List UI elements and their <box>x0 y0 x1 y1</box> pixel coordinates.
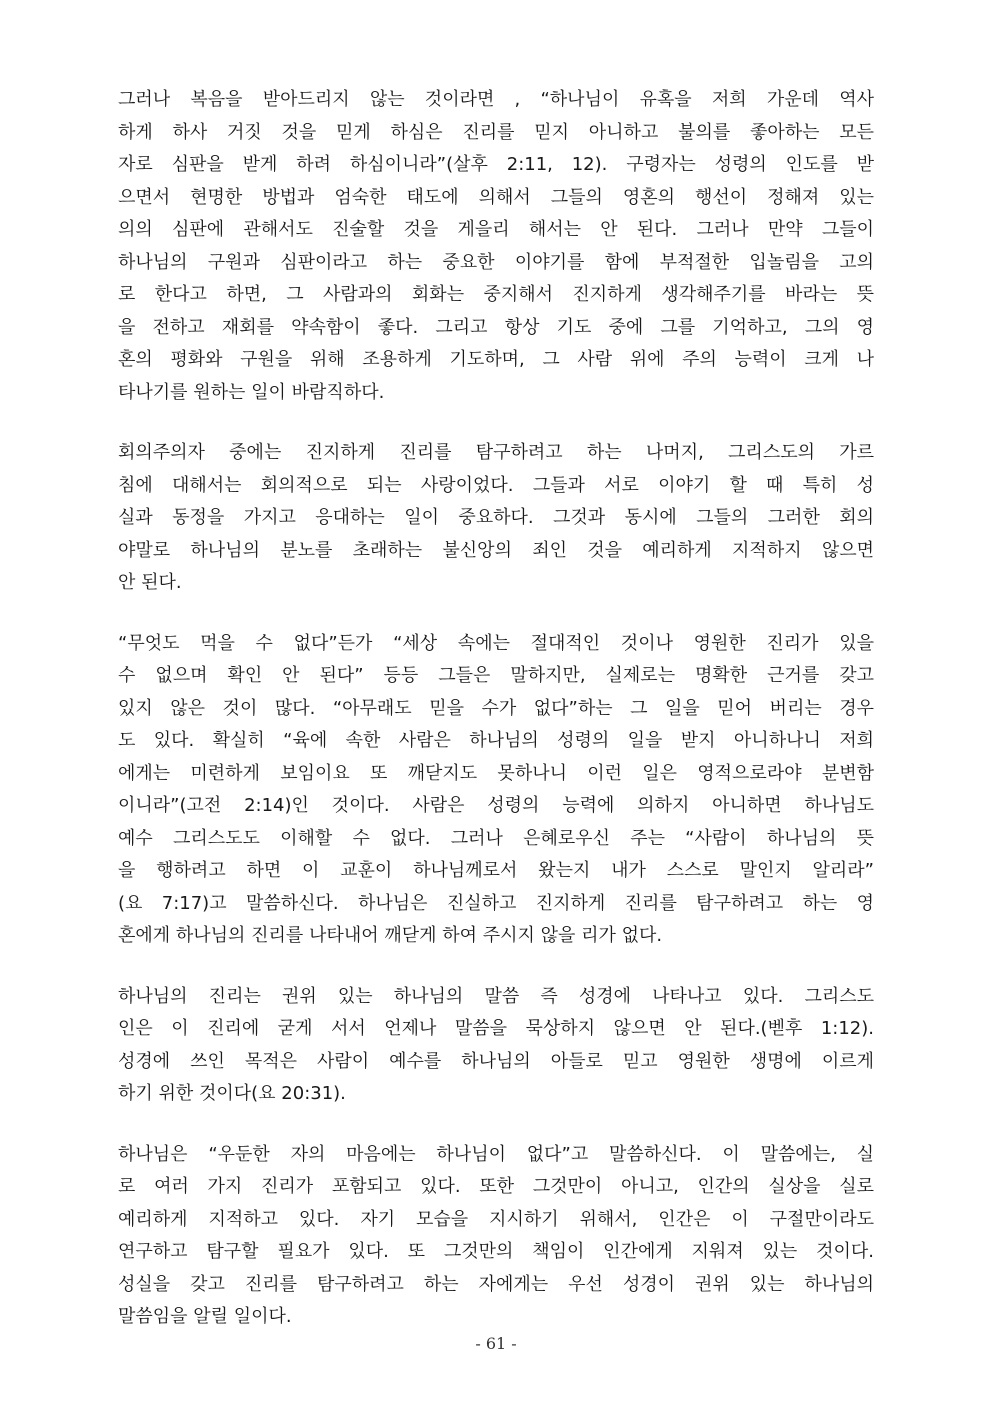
text-line: 하기 위한 것이다(요 20:31). <box>118 1083 346 1104</box>
text-line: 있지 않은 것이 많다. “아무래도 믿을 수가 없다”하는 그 일을 믿어 버리는 경우 <box>118 697 874 719</box>
body-text <box>118 84 874 1362</box>
text-line: 타나기를 원하는 일이 바람직하다. <box>118 381 385 403</box>
text-line: 으면서 현명한 방법과 엄숙한 태도에 의해서 그들의 영혼의 행선이 정해져 있는 <box>118 186 874 208</box>
text-line: 야말로 하나님의 분노를 초래하는 불신앙의 죄인 것을 예리하게 지적하지 않으면 <box>118 539 874 561</box>
text-line: 성경에 쓰인 목적은 사람이 예수를 하나님의 아들로 믿고 영원한 생명에 이르게 <box>118 1050 874 1072</box>
text-line: 그러나 복음을 받아드리지 않는 것이라면 , “하나님이 유혹을 저희 가운데 역사 <box>118 89 874 110</box>
text-line: 수 없으며 확인 안 된다” 등등 그들은 말하지만, 실제로는 명확한 근거를 갖고 <box>118 665 874 686</box>
text-line: (요 7:17)고 말씀하신다. 하나님은 진실하고 진지하게 진리를 탐구하려고 하는 영 <box>118 892 874 914</box>
text-line: 의의 심판에 관해서도 진술할 것을 게을리 해서는 안 된다. 그러나 만약 그들이 <box>118 219 874 240</box>
text-line: 말씀임을 알릴 일이다. <box>118 1306 292 1327</box>
text-line: 하게 하사 거짓 것을 믿게 하심은 진리를 믿지 아니하고 불의를 좋아하는 모든 <box>118 121 874 143</box>
text-line: 을 행하려고 하면 이 교훈이 하나님께로서 왔는지 내가 스스로 말인지 알리라” <box>118 860 874 881</box>
text-line: 예리하게 지적하고 있다. 자기 모습을 지시하기 위해서, 인간은 이 구절만이라도 <box>118 1208 874 1230</box>
text-line: 에게는 미련하게 보임이요 또 깨닫지도 못하나니 이런 일은 영적으로라야 분변함 <box>118 762 874 784</box>
text-line: 하나님의 진리는 권위 있는 하나님의 말씀 즉 성경에 나타나고 있다. 그리스도 <box>118 985 874 1007</box>
text-line: 로 한다고 하면, 그 사람과의 회화는 중지해서 진지하게 생각해주기를 바라는 뜻 <box>118 284 874 305</box>
text-line: 자로 심판을 받게 하려 하심이니라”(살후 2:11, 12). 구령자는 성령의 인도를 받 <box>118 154 874 175</box>
text-line: 인은 이 진리에 굳게 서서 언제나 말씀을 묵상하지 않으면 안 된다.(벧후 1:12). <box>118 1018 874 1039</box>
paragraph-2 <box>118 437 874 600</box>
paragraph-3 <box>118 628 874 953</box>
text-line: 하나님은 “우둔한 자의 마음에는 하나님이 없다”고 말씀하신다. 이 말씀에는, 실 <box>118 1143 874 1165</box>
text-line: 예수 그리스도도 이해할 수 없다. 그러나 은혜로우신 주는 “사람이 하나님의 뜻 <box>118 827 874 849</box>
text-line: 침에 대해서는 회의적으로 되는 사랑이었다. 그들과 서로 이야기 할 때 특히 성 <box>118 474 874 496</box>
text-line: 로 여러 가지 진리가 포함되고 있다. 또한 그것만이 아니고, 인간의 실상을 실로 <box>118 1176 874 1197</box>
text-line: 성실을 갖고 진리를 탐구하려고 하는 자에게는 우선 성경이 권위 있는 하나님의 <box>118 1273 874 1295</box>
text-line: 혼의 평화와 구원을 위해 조용하게 기도하며, 그 사람 위에 주의 능력이 크게 나 <box>118 349 874 370</box>
text-line: 이니라”(고전 2:14)인 것이다. 사람은 성령의 능력에 의하지 아니하면 하나님도 <box>118 795 874 816</box>
paragraph-4 <box>118 981 874 1111</box>
text-line: 연구하고 탐구할 필요가 있다. 또 그것만의 책임이 인간에게 지워져 있는 것이다. <box>118 1241 874 1262</box>
paragraph-1 <box>118 84 874 409</box>
text-line: 을 전하고 재회를 약속함이 좋다. 그리고 항상 기도 중에 그를 기억하고, 그의 영 <box>118 316 874 338</box>
text-line: 하나님의 구원과 심판이라고 하는 중요한 이야기를 함에 부적절한 입놀림을 고의 <box>118 251 874 273</box>
text-line: 안 된다. <box>118 572 182 593</box>
text-line: “무엇도 먹을 수 없다”든가 “세상 속에는 절대적인 것이나 영원한 진리가 있을 <box>118 632 874 654</box>
text-line: 회의주의자 중에는 진지하게 진리를 탐구하려고 하는 나머지, 그리스도의 가르 <box>118 442 874 463</box>
text-line: 혼에게 하나님의 진리를 나타내어 깨닫게 하여 주시지 않을 리가 없다. <box>118 925 663 946</box>
text-line: 실과 동정을 가지고 응대하는 일이 중요하다. 그것과 동시에 그들의 그러한 회의 <box>118 507 874 528</box>
page-number: - 61 - <box>475 1334 517 1353</box>
paragraph-5 <box>118 1139 874 1334</box>
text-line: 도 있다. 확실히 “육에 속한 사람은 하나님의 성령의 일을 받지 아니하나니 저희 <box>118 730 874 751</box>
